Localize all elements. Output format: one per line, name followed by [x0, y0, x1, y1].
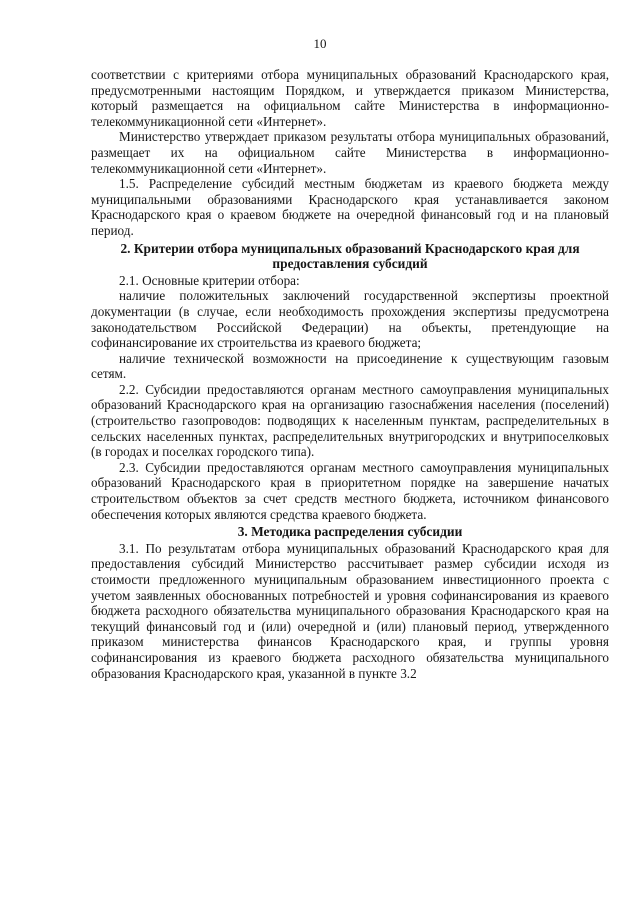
paragraph-criterion-technical: наличие технической возможности на присоединение к существующим газовым сетям. [91, 350, 609, 382]
paragraph-continuation: соответствии с критериями отбора муниципальных образований Краснодарского края, предусмотренными настоящим Порядком, и утверждается приказом Министерства, который размещается на официальном сайте Министерства в информационно-телекоммуникационной сети «Интернет». [91, 67, 609, 129]
paragraph-2-2: 2.2. Субсидии предоставляются органам местного самоуправления муниципальных образований Краснодарского края на организацию газоснабжения населения (поселений) (строительство газопроводов: подводящих к населенным пунктам, распределительных в сельских населенных пунктах, распределительных внутригородских и внутрипоселковых (в городах и поселках городского типа). [91, 381, 609, 460]
paragraph-results-approval: Министерство утверждает приказом результаты отбора муниципальных образований, размещает их на официальном сайте Министерства в информационно-телекоммуникационной сети «Интернет». [91, 129, 609, 176]
paragraph-2-3: 2.3. Субсидии предоставляются органам местного самоуправления муниципальных образований Краснодарского края в приоритетном порядке на завершение начатых строительством объектов за счет средств местного бюджета, источником финансового обеспечения которых являются средства краевого бюджета. [91, 459, 609, 522]
document-body [91, 67, 609, 681]
paragraph-3-1: 3.1. По результатам отбора муниципальных образований Краснодарского края для предоставления субсидий Министерство рассчитывает размер субсидии исходя из стоимости предложенного муниципальным образованием инвестиционного проекта с учетом заявленных обоснованных потребностей и уровня софинансирования из краевого бюджета расходного обязательства муниципального образования Краснодарского края на текущий финансовый год и (или) очередной и (или) плановый период, утвержденного приказом министерства финансов Краснодарского края, и группы уровня софинансирования из краевого бюджета расходного обязательства муниципального образования Краснодарского края, указанной в пункте 3.2 [91, 540, 609, 681]
section-2-heading: 2. Критерии отбора муниципальных образований Краснодарского края для предоставления субсидий [120, 240, 580, 272]
paragraph-1-5: 1.5. Распределение субсидий местным бюджетам из краевого бюджета между муниципальными образованиями Краснодарского края устанавливается законом Краснодарского края о краевом бюджете на очередной финансовый год и на плановый период. [91, 176, 609, 238]
section-3-heading: 3. Методика распределения субсидии [237, 524, 463, 540]
paragraph-2-1: 2.1. Основные критерии отбора: [119, 272, 300, 288]
page-number: 10 [313, 36, 327, 51]
paragraph-criterion-expertise: наличие положительных заключений государственной экспертизы проектной документации (в случае, если необходимость прохождения экспертизы предусмотрена законодательством Российской Федерации) на объекты, претендующие на софинансирование их строительства из краевого бюджета; [91, 288, 609, 351]
